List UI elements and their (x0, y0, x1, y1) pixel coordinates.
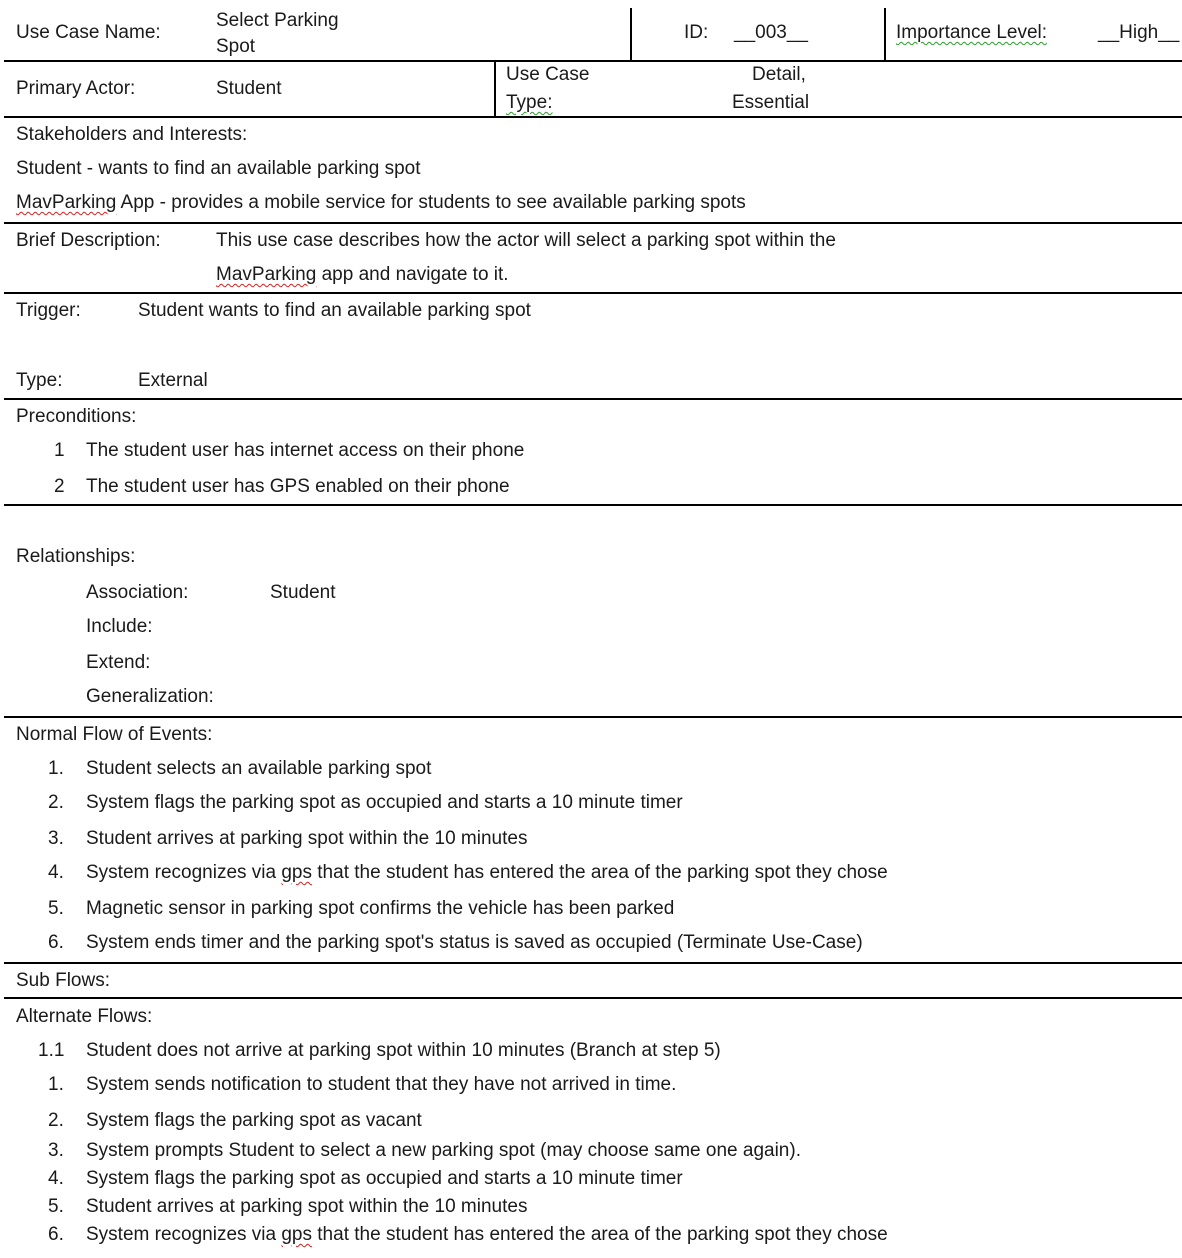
stakeholder-app (16, 191, 746, 215)
alternate-flow-step-5: Student arrives at parking spot within the 10 minutes (86, 1196, 528, 1217)
normal-flow-step-4-post: that the student has entered the area of the parking spot they chose (312, 862, 888, 883)
rule-v-importance-left (884, 8, 886, 60)
alternate-flow-step-6-gps: gps (281, 1224, 312, 1245)
rule-preconditions (4, 504, 1182, 506)
rule-stakeholders (4, 222, 1182, 224)
normal-flow-label: Normal Flow of Events: (16, 724, 213, 745)
use-case-type-value-line2: Essential (732, 92, 810, 113)
alternate-flow-step-6 (86, 1223, 888, 1247)
type-value: External (138, 370, 208, 391)
normal-flow-step-5: Magnetic sensor in parking spot confirms the vehicle has been parked (86, 898, 675, 919)
alternate-branch-num: 1.1 (38, 1040, 65, 1061)
use-case-name-line2: Spot (216, 36, 256, 57)
importance-level-label-text: Importance Level: (896, 22, 1048, 43)
extend-label: Extend: (86, 652, 151, 673)
trigger-value: Student wants to find an available parking spot (138, 300, 531, 321)
rule-v-usecase-type (494, 61, 496, 116)
precondition-num-1: 1 (54, 440, 65, 461)
stakeholder-app-text: App - provides a mobile service for students to see available parking spots (116, 192, 746, 213)
brief-description-line2-text: app and navigate to it. (316, 264, 509, 285)
rule-v-id-left (630, 8, 632, 60)
stakeholders-label: Stakeholders and Interests: (16, 124, 248, 145)
stakeholder-student: Student - wants to find an available parking spot (16, 158, 421, 179)
normal-flow-step-4 (86, 861, 888, 885)
alternate-flow-step-2: System flags the parking spot as vacant (86, 1110, 422, 1131)
importance-level-label (896, 21, 1047, 45)
type-label: Type: (16, 370, 63, 391)
rule-normal-flow (4, 962, 1182, 964)
normal-flow-step-2: System flags the parking spot as occupied and starts a 10 minute timer (86, 792, 683, 813)
normal-flow-num-3: 3. (48, 828, 64, 849)
rule-relationships (4, 716, 1182, 718)
brief-description-line2 (216, 263, 509, 287)
use-case-name-label: Use Case Name: (16, 22, 161, 43)
normal-flow-step-1: Student selects an available parking spot (86, 758, 432, 779)
normal-flow-step-4-gps: gps (281, 862, 312, 883)
brief-description-line1: This use case describes how the actor will select a parking spot within the (216, 230, 836, 251)
alternate-flow-num-1: 1. (48, 1074, 64, 1095)
primary-actor-label: Primary Actor: (16, 78, 136, 99)
rule-sub-flows (4, 997, 1182, 999)
alternate-flow-step-4: System flags the parking spot as occupied and starts a 10 minute timer (86, 1168, 683, 1189)
precondition-text-2: The student user has GPS enabled on their phone (86, 476, 510, 497)
use-case-type-value-line1: Detail, (752, 64, 806, 85)
normal-flow-num-2: 2. (48, 792, 64, 813)
importance-level-value: __High__ (1098, 22, 1180, 43)
use-case-type-label-line2-text: Type: (506, 92, 553, 113)
generalization-label: Generalization: (86, 686, 214, 707)
sub-flows-label: Sub Flows: (16, 970, 110, 991)
normal-flow-step-6: System ends timer and the parking spot's status is saved as occupied (Terminate Use-Case) (86, 932, 863, 953)
id-label: ID: (684, 22, 709, 43)
preconditions-label: Preconditions: (16, 406, 137, 427)
normal-flow-step-4-pre: System recognizes via (86, 862, 282, 883)
alternate-flow-step-3: System prompts Student to select a new parking spot (may choose same one again). (86, 1140, 801, 1161)
id-value: __003__ (734, 22, 808, 43)
use-case-type-label-line1: Use Case (506, 64, 590, 85)
precondition-text-1: The student user has internet access on their phone (86, 440, 525, 461)
association-value: Student (270, 582, 336, 603)
rule-trigger (4, 398, 1182, 400)
alternate-flow-num-2: 2. (48, 1110, 64, 1131)
normal-flow-num-6: 6. (48, 932, 64, 953)
alternate-flows-label: Alternate Flows: (16, 1006, 153, 1027)
alternate-flow-step-6-post: that the student has entered the area of the parking spot they chose (312, 1224, 888, 1245)
trigger-label: Trigger: (16, 300, 81, 321)
precondition-num-2: 2 (54, 476, 65, 497)
alternate-flow-step-1: System sends notification to student that they have not arrived in time. (86, 1074, 677, 1095)
rule-top-header (4, 60, 1182, 62)
normal-flow-num-5: 5. (48, 898, 64, 919)
alternate-flow-num-4: 4. (48, 1168, 64, 1189)
rule-brief (4, 292, 1182, 294)
alternate-flow-num-3: 3. (48, 1140, 64, 1161)
app-name-misspelled: MavParking (16, 192, 117, 213)
alternate-flow-num-5: 5. (48, 1196, 64, 1217)
use-case-type-label-line2 (506, 91, 552, 115)
alternate-branch-text: Student does not arrive at parking spot within 10 minutes (Branch at step 5) (86, 1040, 721, 1061)
brief-description-label: Brief Description: (16, 230, 161, 251)
relationships-label: Relationships: (16, 546, 136, 567)
association-label: Association: (86, 582, 189, 603)
primary-actor-value: Student (216, 78, 282, 99)
normal-flow-num-4: 4. (48, 862, 64, 883)
brief-app-name-misspelled: MavParking (216, 264, 317, 285)
alternate-flow-step-6-pre: System recognizes via (86, 1224, 282, 1245)
normal-flow-num-1: 1. (48, 758, 64, 779)
normal-flow-step-3: Student arrives at parking spot within the 10 minutes (86, 828, 528, 849)
use-case-name-line1: Select Parking (216, 10, 339, 31)
rule-actor-row (4, 116, 1182, 118)
alternate-flow-num-6: 6. (48, 1224, 64, 1245)
include-label: Include: (86, 616, 153, 637)
